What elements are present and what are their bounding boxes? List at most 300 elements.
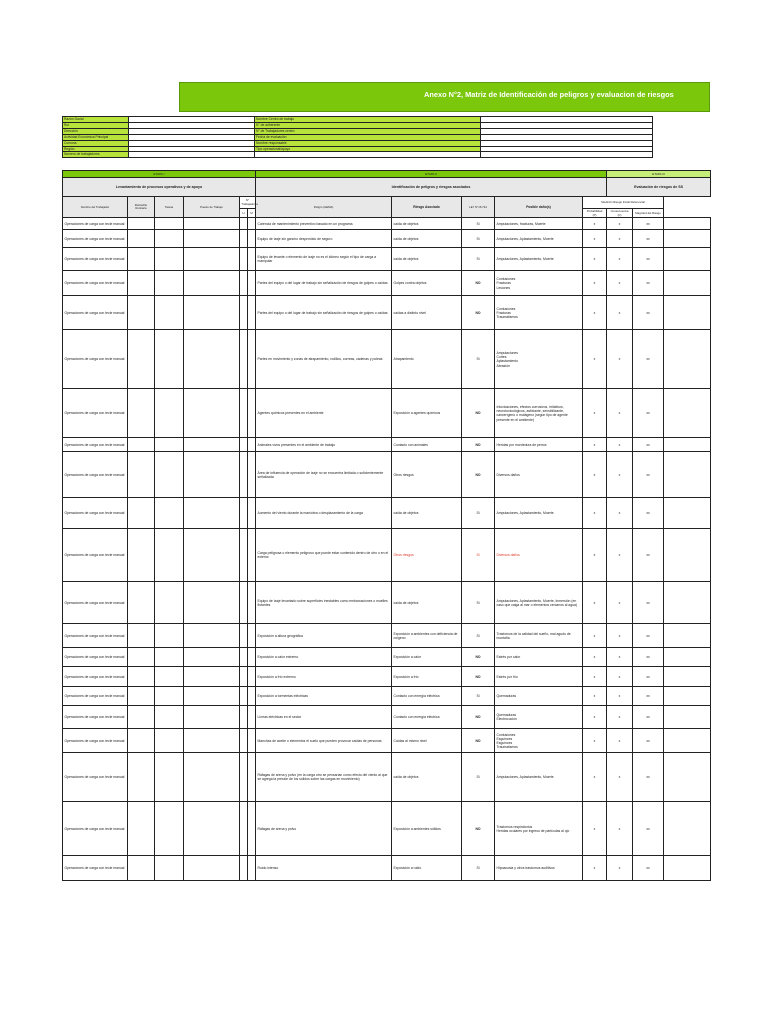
cell-probabilidad: x xyxy=(583,452,607,498)
cell-probabilidad: x xyxy=(583,218,607,230)
cell-consecuencia: x xyxy=(607,529,633,582)
matrix-row xyxy=(63,389,711,438)
cell-tareas[interactable] xyxy=(155,389,184,438)
cell-m[interactable] xyxy=(248,389,256,438)
info-right-label xyxy=(255,152,481,158)
cell-tareas[interactable] xyxy=(155,753,184,802)
matrix-row xyxy=(63,438,711,452)
cell-rutina[interactable] xyxy=(128,624,155,648)
col-riesgo: Riesgo Asociado xyxy=(392,197,462,218)
cell-ley: Si xyxy=(462,498,495,529)
cell-extra xyxy=(664,330,711,389)
cell-h[interactable] xyxy=(240,498,248,529)
cell-ley: NO xyxy=(462,389,495,438)
cell-dano: Amputaciones, Aplastamiento, Muerte xyxy=(495,230,583,248)
cell-tareas[interactable] xyxy=(155,296,184,330)
cell-riesgo: caída de objetos xyxy=(392,753,462,802)
cell-tareas[interactable] xyxy=(155,248,184,271)
cell-probabilidad: x xyxy=(583,498,607,529)
info-left-value[interactable] xyxy=(129,152,255,158)
info-left-label: Región xyxy=(63,146,129,152)
cell-consecuencia: x xyxy=(607,729,633,753)
cell-puesto-trabajo[interactable] xyxy=(184,667,240,687)
cell-riesgo: Caídas al mismo nivel xyxy=(392,729,462,753)
cell-ley: NO xyxy=(462,648,495,667)
cell-probabilidad: x xyxy=(583,248,607,271)
matrix-row xyxy=(63,667,711,687)
cell-puesto-trabajo[interactable] xyxy=(184,330,240,389)
cell-dano: Amputaciones, fracturas, Muerte xyxy=(495,218,583,230)
cell-tareas[interactable] xyxy=(155,218,184,230)
document-title: Anexo N°2, Matriz de Identificación de peligros y evaluacion de riesgos xyxy=(424,90,674,99)
cell-puesto-trabajo[interactable] xyxy=(184,687,240,706)
col-eval-sub: Medición Riesgo Inicial Referencial xyxy=(583,197,664,209)
cell-magnitud: xx xyxy=(633,706,664,729)
cell-m[interactable] xyxy=(248,856,256,881)
cell-h[interactable] xyxy=(240,687,248,706)
col-m: M xyxy=(248,209,256,218)
cell-peligro: Manchas de aceite o elementos el suelo que pueden provocar caídas de personas xyxy=(256,729,392,753)
cell-ley: Si xyxy=(462,624,495,648)
cell-rutina[interactable] xyxy=(128,498,155,529)
cell-extra xyxy=(664,687,711,706)
matrix-row xyxy=(63,582,711,624)
cell-puesto-trabajo[interactable] xyxy=(184,729,240,753)
cell-puesto: Operaciones de carga con tecle manual xyxy=(63,271,128,296)
cell-puesto: Operaciones de carga con tecle manual xyxy=(63,706,128,729)
cell-puesto-trabajo[interactable] xyxy=(184,498,240,529)
stage-2-label: ETAPA II xyxy=(256,171,607,178)
info-left-label: Razón Social xyxy=(63,117,129,123)
cell-puesto-trabajo[interactable] xyxy=(184,582,240,624)
cell-rutina[interactable] xyxy=(128,452,155,498)
cell-consecuencia: x xyxy=(607,218,633,230)
matrix-row xyxy=(63,856,711,881)
cell-ley: Si xyxy=(462,753,495,802)
cell-puesto-trabajo[interactable] xyxy=(184,648,240,667)
cell-rutina[interactable] xyxy=(128,648,155,667)
cell-dano: Trastornos respiratorios Heridas oculares por ingreso de partículas al ojo xyxy=(495,802,583,856)
cell-tareas[interactable] xyxy=(155,230,184,248)
stage-1-label: ETAPA I xyxy=(63,171,256,178)
cell-magnitud: xx xyxy=(633,753,664,802)
cell-rutina[interactable] xyxy=(128,271,155,296)
cell-m[interactable] xyxy=(248,729,256,753)
cell-puesto: Operaciones de carga con tecle manual xyxy=(63,230,128,248)
cell-puesto: Operaciones de carga con tecle manual xyxy=(63,582,128,624)
cell-extra xyxy=(664,624,711,648)
cell-peligro: Equipo de izaje sin gancho desprovisto de seguro xyxy=(256,230,392,248)
cell-riesgo: Contacto con energía eléctrica xyxy=(392,706,462,729)
cell-magnitud: xx xyxy=(633,624,664,648)
cell-consecuencia: x xyxy=(607,582,633,624)
info-left-label: Dirección xyxy=(63,128,129,134)
cell-ley: NO xyxy=(462,802,495,856)
cell-ley: Si xyxy=(462,330,495,389)
cell-extra xyxy=(664,389,711,438)
cell-dano: Contusiones Fracturas Traumatismos xyxy=(495,296,583,330)
cell-puesto: Operaciones de carga con tecle manual xyxy=(63,729,128,753)
matrix-row xyxy=(63,330,711,389)
cell-tareas[interactable] xyxy=(155,856,184,881)
info-right-label: Fecha de evaluación xyxy=(255,134,481,140)
cell-h[interactable] xyxy=(240,529,248,582)
cell-consecuencia: x xyxy=(607,452,633,498)
cell-ley: Si xyxy=(462,529,495,582)
cell-rutina[interactable] xyxy=(128,667,155,687)
cell-h[interactable] xyxy=(240,624,248,648)
cell-dano: Contusiones Fracturas Lesiones xyxy=(495,271,583,296)
cell-puesto-trabajo[interactable] xyxy=(184,624,240,648)
cell-probabilidad: x xyxy=(583,687,607,706)
cell-magnitud: xx xyxy=(633,856,664,881)
cell-dano: Heridas por mordedura de perros xyxy=(495,438,583,452)
cell-puesto-trabajo[interactable] xyxy=(184,706,240,729)
cell-probabilidad: x xyxy=(583,582,607,624)
cell-puesto: Operaciones de carga con tecle manual xyxy=(63,389,128,438)
cell-probabilidad: x xyxy=(583,753,607,802)
cell-m[interactable] xyxy=(248,330,256,389)
cell-riesgo: Exposición a ambientes sólidos xyxy=(392,802,462,856)
cell-tareas[interactable] xyxy=(155,706,184,729)
cell-m[interactable] xyxy=(248,753,256,802)
cell-magnitud: xx xyxy=(633,296,664,330)
matrix-row xyxy=(63,753,711,802)
cell-consecuencia: x xyxy=(607,706,633,729)
cell-peligro: Ráfagas de arena y polvo xyxy=(256,802,392,856)
matrix-row xyxy=(63,729,711,753)
cell-h[interactable] xyxy=(240,248,248,271)
cell-probabilidad: x xyxy=(583,529,607,582)
cell-m[interactable] xyxy=(248,296,256,330)
cell-tareas[interactable] xyxy=(155,648,184,667)
info-right-value[interactable] xyxy=(481,152,653,158)
cell-tareas[interactable] xyxy=(155,498,184,529)
cell-magnitud: xx xyxy=(633,330,664,389)
cell-m[interactable] xyxy=(248,687,256,706)
cell-probabilidad: x xyxy=(583,802,607,856)
cell-rutina[interactable] xyxy=(128,296,155,330)
cell-m[interactable] xyxy=(248,529,256,582)
cell-m[interactable] xyxy=(248,667,256,687)
cell-puesto-trabajo[interactable] xyxy=(184,389,240,438)
cell-consecuencia: x xyxy=(607,271,633,296)
cell-extra xyxy=(664,802,711,856)
cell-h[interactable] xyxy=(240,856,248,881)
cell-h[interactable] xyxy=(240,802,248,856)
cell-h[interactable] xyxy=(240,753,248,802)
cell-m[interactable] xyxy=(248,498,256,529)
cell-consecuencia: x xyxy=(607,296,633,330)
cell-h[interactable] xyxy=(240,648,248,667)
cell-ley: NO xyxy=(462,296,495,330)
cell-h[interactable] xyxy=(240,296,248,330)
cell-peligro: Ruido intenso xyxy=(256,856,392,881)
cell-h[interactable] xyxy=(240,706,248,729)
cell-peligro: Equipo de izaje levantado sobre superficies inestables como embarcaciones o muelles flotantes xyxy=(256,582,392,624)
cell-extra xyxy=(664,648,711,667)
cell-riesgo: Exposición a frío xyxy=(392,667,462,687)
cell-puesto-trabajo[interactable] xyxy=(184,218,240,230)
cell-ley: Si xyxy=(462,230,495,248)
cell-m[interactable] xyxy=(248,438,256,452)
cell-extra xyxy=(664,753,711,802)
cell-dano: Quemaduras Electrocución xyxy=(495,706,583,729)
matrix-row xyxy=(63,648,711,667)
cell-peligro: Ráfagas de arena y polvo (en la carga otro se pensarían como efecto del viento al que se agrega la presión de los sólidos sobre las cargas en movimiento) xyxy=(256,753,392,802)
cell-tareas[interactable] xyxy=(155,330,184,389)
cell-peligro: Animales vivos presentes en el ambiente de trabajo xyxy=(256,438,392,452)
cell-extra xyxy=(664,271,711,296)
cell-m[interactable] xyxy=(248,582,256,624)
cell-peligro: Carencia de mantenimiento preventivo basado en un programa xyxy=(256,218,392,230)
cell-peligro: Aumento del viento durante la maniobra o desplazamiento de la carga xyxy=(256,498,392,529)
cell-probabilidad: x xyxy=(583,856,607,881)
cell-m[interactable] xyxy=(248,248,256,271)
cell-rutina[interactable] xyxy=(128,218,155,230)
matrix-row xyxy=(63,271,711,296)
cell-peligro: Exposición a altura geográfica xyxy=(256,624,392,648)
cell-peligro: Equipo de levante o elemento de izaje no es el idóneo según el tipo de carga a manipular xyxy=(256,248,392,271)
cell-dano: Amputaciones, Aplastamiento, Muerte xyxy=(495,498,583,529)
risk-matrix-table xyxy=(62,170,711,881)
cell-m[interactable] xyxy=(248,452,256,498)
cell-magnitud: xx xyxy=(633,271,664,296)
cell-h[interactable] xyxy=(240,218,248,230)
cell-extra xyxy=(664,856,711,881)
cell-consecuencia: x xyxy=(607,753,633,802)
matrix-row xyxy=(63,218,711,230)
cell-consecuencia: x xyxy=(607,802,633,856)
cell-puesto: Operaciones de carga con tecle manual xyxy=(63,248,128,271)
cell-peligro: Partes del equipo o del lugar de trabajo sin señalización de riesgos de golpes o caídas xyxy=(256,271,392,296)
cell-tareas[interactable] xyxy=(155,687,184,706)
info-row xyxy=(63,152,653,158)
cell-dano: Amputaciones Cortes Aplastamiento Abrasión xyxy=(495,330,583,389)
cell-riesgo: Exposición a ruido xyxy=(392,856,462,881)
cell-puesto-trabajo[interactable] xyxy=(184,296,240,330)
cell-extra xyxy=(664,452,711,498)
title-banner xyxy=(179,82,710,112)
cell-consecuencia: x xyxy=(607,330,633,389)
cell-riesgo: caída de objetos xyxy=(392,582,462,624)
cell-rutina[interactable] xyxy=(128,729,155,753)
cell-extra xyxy=(664,248,711,271)
cell-puesto: Operaciones de carga con tecle manual xyxy=(63,856,128,881)
cell-m[interactable] xyxy=(248,218,256,230)
cell-magnitud: xx xyxy=(633,389,664,438)
cell-puesto: Operaciones de carga con tecle manual xyxy=(63,438,128,452)
section-2-title: Identificación de peligros y riesgos asociados xyxy=(256,178,607,197)
cell-rutina[interactable] xyxy=(128,753,155,802)
cell-rutina[interactable] xyxy=(128,438,155,452)
cell-tareas[interactable] xyxy=(155,438,184,452)
info-right-label: N° de adherente xyxy=(255,122,481,128)
cell-rutina[interactable] xyxy=(128,706,155,729)
cell-extra xyxy=(664,667,711,687)
cell-puesto: Operaciones de carga con tecle manual xyxy=(63,624,128,648)
cell-probabilidad: x xyxy=(583,389,607,438)
matrix-row xyxy=(63,248,711,271)
cell-h[interactable] xyxy=(240,729,248,753)
cell-riesgo: Exposición a agentes químicos xyxy=(392,389,462,438)
cell-puesto-trabajo[interactable] xyxy=(184,271,240,296)
cell-ley: Si xyxy=(462,582,495,624)
cell-extra xyxy=(664,498,711,529)
cell-riesgo: caída de objetos xyxy=(392,230,462,248)
cell-h[interactable] xyxy=(240,389,248,438)
cell-m[interactable] xyxy=(248,624,256,648)
cell-h[interactable] xyxy=(240,667,248,687)
section-1-title: Levantamiento de procesos operativos y de apoyo xyxy=(63,178,256,197)
cell-ley: NO xyxy=(462,706,495,729)
cell-m[interactable] xyxy=(248,648,256,667)
cell-puesto-trabajo[interactable] xyxy=(184,856,240,881)
cell-dano: Trastornos de la calidad del sueño, mal agudo de montaña xyxy=(495,624,583,648)
cell-probabilidad: x xyxy=(583,624,607,648)
cell-peligro: Exposición a frío extremo xyxy=(256,667,392,687)
info-right-label: Nombre Centro de trabajo xyxy=(255,117,481,123)
cell-consecuencia: x xyxy=(607,667,633,687)
cell-magnitud: xx xyxy=(633,438,664,452)
info-left-label: Número de trabajadores xyxy=(63,152,129,158)
col-dano: Posible daño(s) xyxy=(495,197,583,218)
cell-puesto-trabajo[interactable] xyxy=(184,802,240,856)
cell-extra xyxy=(664,218,711,230)
col-magnitud: Magnitud del Riesgo xyxy=(633,209,664,218)
cell-rutina[interactable] xyxy=(128,230,155,248)
cell-peligro: Carga peligrosa o elemento peligroso que puede estar contenido dentro de otro o en el exterior xyxy=(256,529,392,582)
col-rutina: Rutina/No Rutinaria xyxy=(128,197,155,218)
cell-tareas[interactable] xyxy=(155,271,184,296)
cell-puesto-trabajo[interactable] xyxy=(184,529,240,582)
cell-extra xyxy=(664,438,711,452)
col-peligro: Peligro (GEMA) xyxy=(256,197,392,218)
cell-puesto: Operaciones de carga con tecle manual xyxy=(63,452,128,498)
col-nombre: Nombre del Trabajador xyxy=(63,197,128,218)
cell-extra xyxy=(664,230,711,248)
cell-riesgo: Contacto con animales xyxy=(392,438,462,452)
cell-probabilidad: x xyxy=(583,330,607,389)
cell-consecuencia: x xyxy=(607,856,633,881)
cell-tareas[interactable] xyxy=(155,624,184,648)
cell-dano: Amputaciones, Aplastamiento, Muerte xyxy=(495,753,583,802)
cell-puesto: Operaciones de carga con tecle manual xyxy=(63,296,128,330)
cell-h[interactable] xyxy=(240,438,248,452)
cell-puesto-trabajo[interactable] xyxy=(184,753,240,802)
cell-magnitud: xx xyxy=(633,218,664,230)
cell-rutina[interactable] xyxy=(128,802,155,856)
cell-h[interactable] xyxy=(240,330,248,389)
cell-rutina[interactable] xyxy=(128,856,155,881)
cell-riesgo: Atrapamiento xyxy=(392,330,462,389)
cell-dano: Amputaciones, Aplastamiento, Muerte, Inmersión (en caso que caiga al mar o elementos cercanos al agua) xyxy=(495,582,583,624)
col-ley: LEY N°16.744 xyxy=(462,197,495,218)
cell-magnitud: xx xyxy=(633,667,664,687)
cell-m[interactable] xyxy=(248,706,256,729)
cell-magnitud: xx xyxy=(633,582,664,624)
cell-extra xyxy=(664,582,711,624)
cell-puesto-trabajo[interactable] xyxy=(184,248,240,271)
cell-h[interactable] xyxy=(240,271,248,296)
cell-rutina[interactable] xyxy=(128,389,155,438)
matrix-row xyxy=(63,687,711,706)
cell-dano: Diversos daños xyxy=(495,529,583,582)
cell-rutina[interactable] xyxy=(128,529,155,582)
col-probabilidad: Probabilidad (P) xyxy=(583,209,607,218)
cell-dano: Amputaciones, Aplastamiento, Muerte xyxy=(495,248,583,271)
cell-riesgo: Otros riesgos xyxy=(392,529,462,582)
cell-ley: NO xyxy=(462,438,495,452)
cell-riesgo: Golpes contra objetos xyxy=(392,271,462,296)
cell-m[interactable] xyxy=(248,230,256,248)
cell-ley: NO xyxy=(462,667,495,687)
cell-puesto: Operaciones de carga con tecle manual xyxy=(63,529,128,582)
info-left-label: Actividad Económica Principal xyxy=(63,134,129,140)
cell-puesto-trabajo[interactable] xyxy=(184,452,240,498)
cell-extra xyxy=(664,729,711,753)
cell-m[interactable] xyxy=(248,271,256,296)
cell-magnitud: xx xyxy=(633,687,664,706)
cell-consecuencia: x xyxy=(607,230,633,248)
cell-tareas[interactable] xyxy=(155,802,184,856)
cell-consecuencia: x xyxy=(607,389,633,438)
cell-h[interactable] xyxy=(240,582,248,624)
cell-riesgo: caída de objetos xyxy=(392,248,462,271)
cell-peligro: Área de influencia de operación de izaje no se encuentra limitada o suficientemente señalizada xyxy=(256,452,392,498)
cell-magnitud: xx xyxy=(633,648,664,667)
cell-tareas[interactable] xyxy=(155,667,184,687)
cell-probabilidad: x xyxy=(583,729,607,753)
cell-consecuencia: x xyxy=(607,624,633,648)
cell-tareas[interactable] xyxy=(155,582,184,624)
cell-probabilidad: x xyxy=(583,706,607,729)
cell-puesto-trabajo[interactable] xyxy=(184,230,240,248)
cell-rutina[interactable] xyxy=(128,687,155,706)
cell-probabilidad: x xyxy=(583,230,607,248)
cell-riesgo: Otros riesgos xyxy=(392,452,462,498)
col-tareas: Tareas xyxy=(155,197,184,218)
matrix-row xyxy=(63,706,711,729)
cell-tareas[interactable] xyxy=(155,452,184,498)
cell-rutina[interactable] xyxy=(128,330,155,389)
cell-h[interactable] xyxy=(240,452,248,498)
cell-probabilidad: x xyxy=(583,296,607,330)
cell-ley: NO xyxy=(462,729,495,753)
matrix-row xyxy=(63,296,711,330)
cell-rutina[interactable] xyxy=(128,248,155,271)
cell-peligro: Exposición a tormentas eléctricas xyxy=(256,687,392,706)
matrix-row xyxy=(63,624,711,648)
cell-peligro: Agentes químicos presentes en el ambiente xyxy=(256,389,392,438)
cell-h[interactable] xyxy=(240,230,248,248)
cell-puesto: Operaciones de carga con tecle manual xyxy=(63,498,128,529)
cell-rutina[interactable] xyxy=(128,582,155,624)
cell-ley: Si xyxy=(462,856,495,881)
info-left-label: Rut xyxy=(63,122,129,128)
cell-magnitud: xx xyxy=(633,498,664,529)
cell-ley: Si xyxy=(462,218,495,230)
cell-puesto: Operaciones de carga con tecle manual xyxy=(63,753,128,802)
col-h: H xyxy=(240,209,248,218)
cell-m[interactable] xyxy=(248,802,256,856)
cell-probabilidad: x xyxy=(583,271,607,296)
cell-ley: Si xyxy=(462,248,495,271)
cell-tareas[interactable] xyxy=(155,729,184,753)
cell-puesto-trabajo[interactable] xyxy=(184,438,240,452)
cell-puesto: Operaciones de carga con tecle manual xyxy=(63,687,128,706)
cell-tareas[interactable] xyxy=(155,529,184,582)
